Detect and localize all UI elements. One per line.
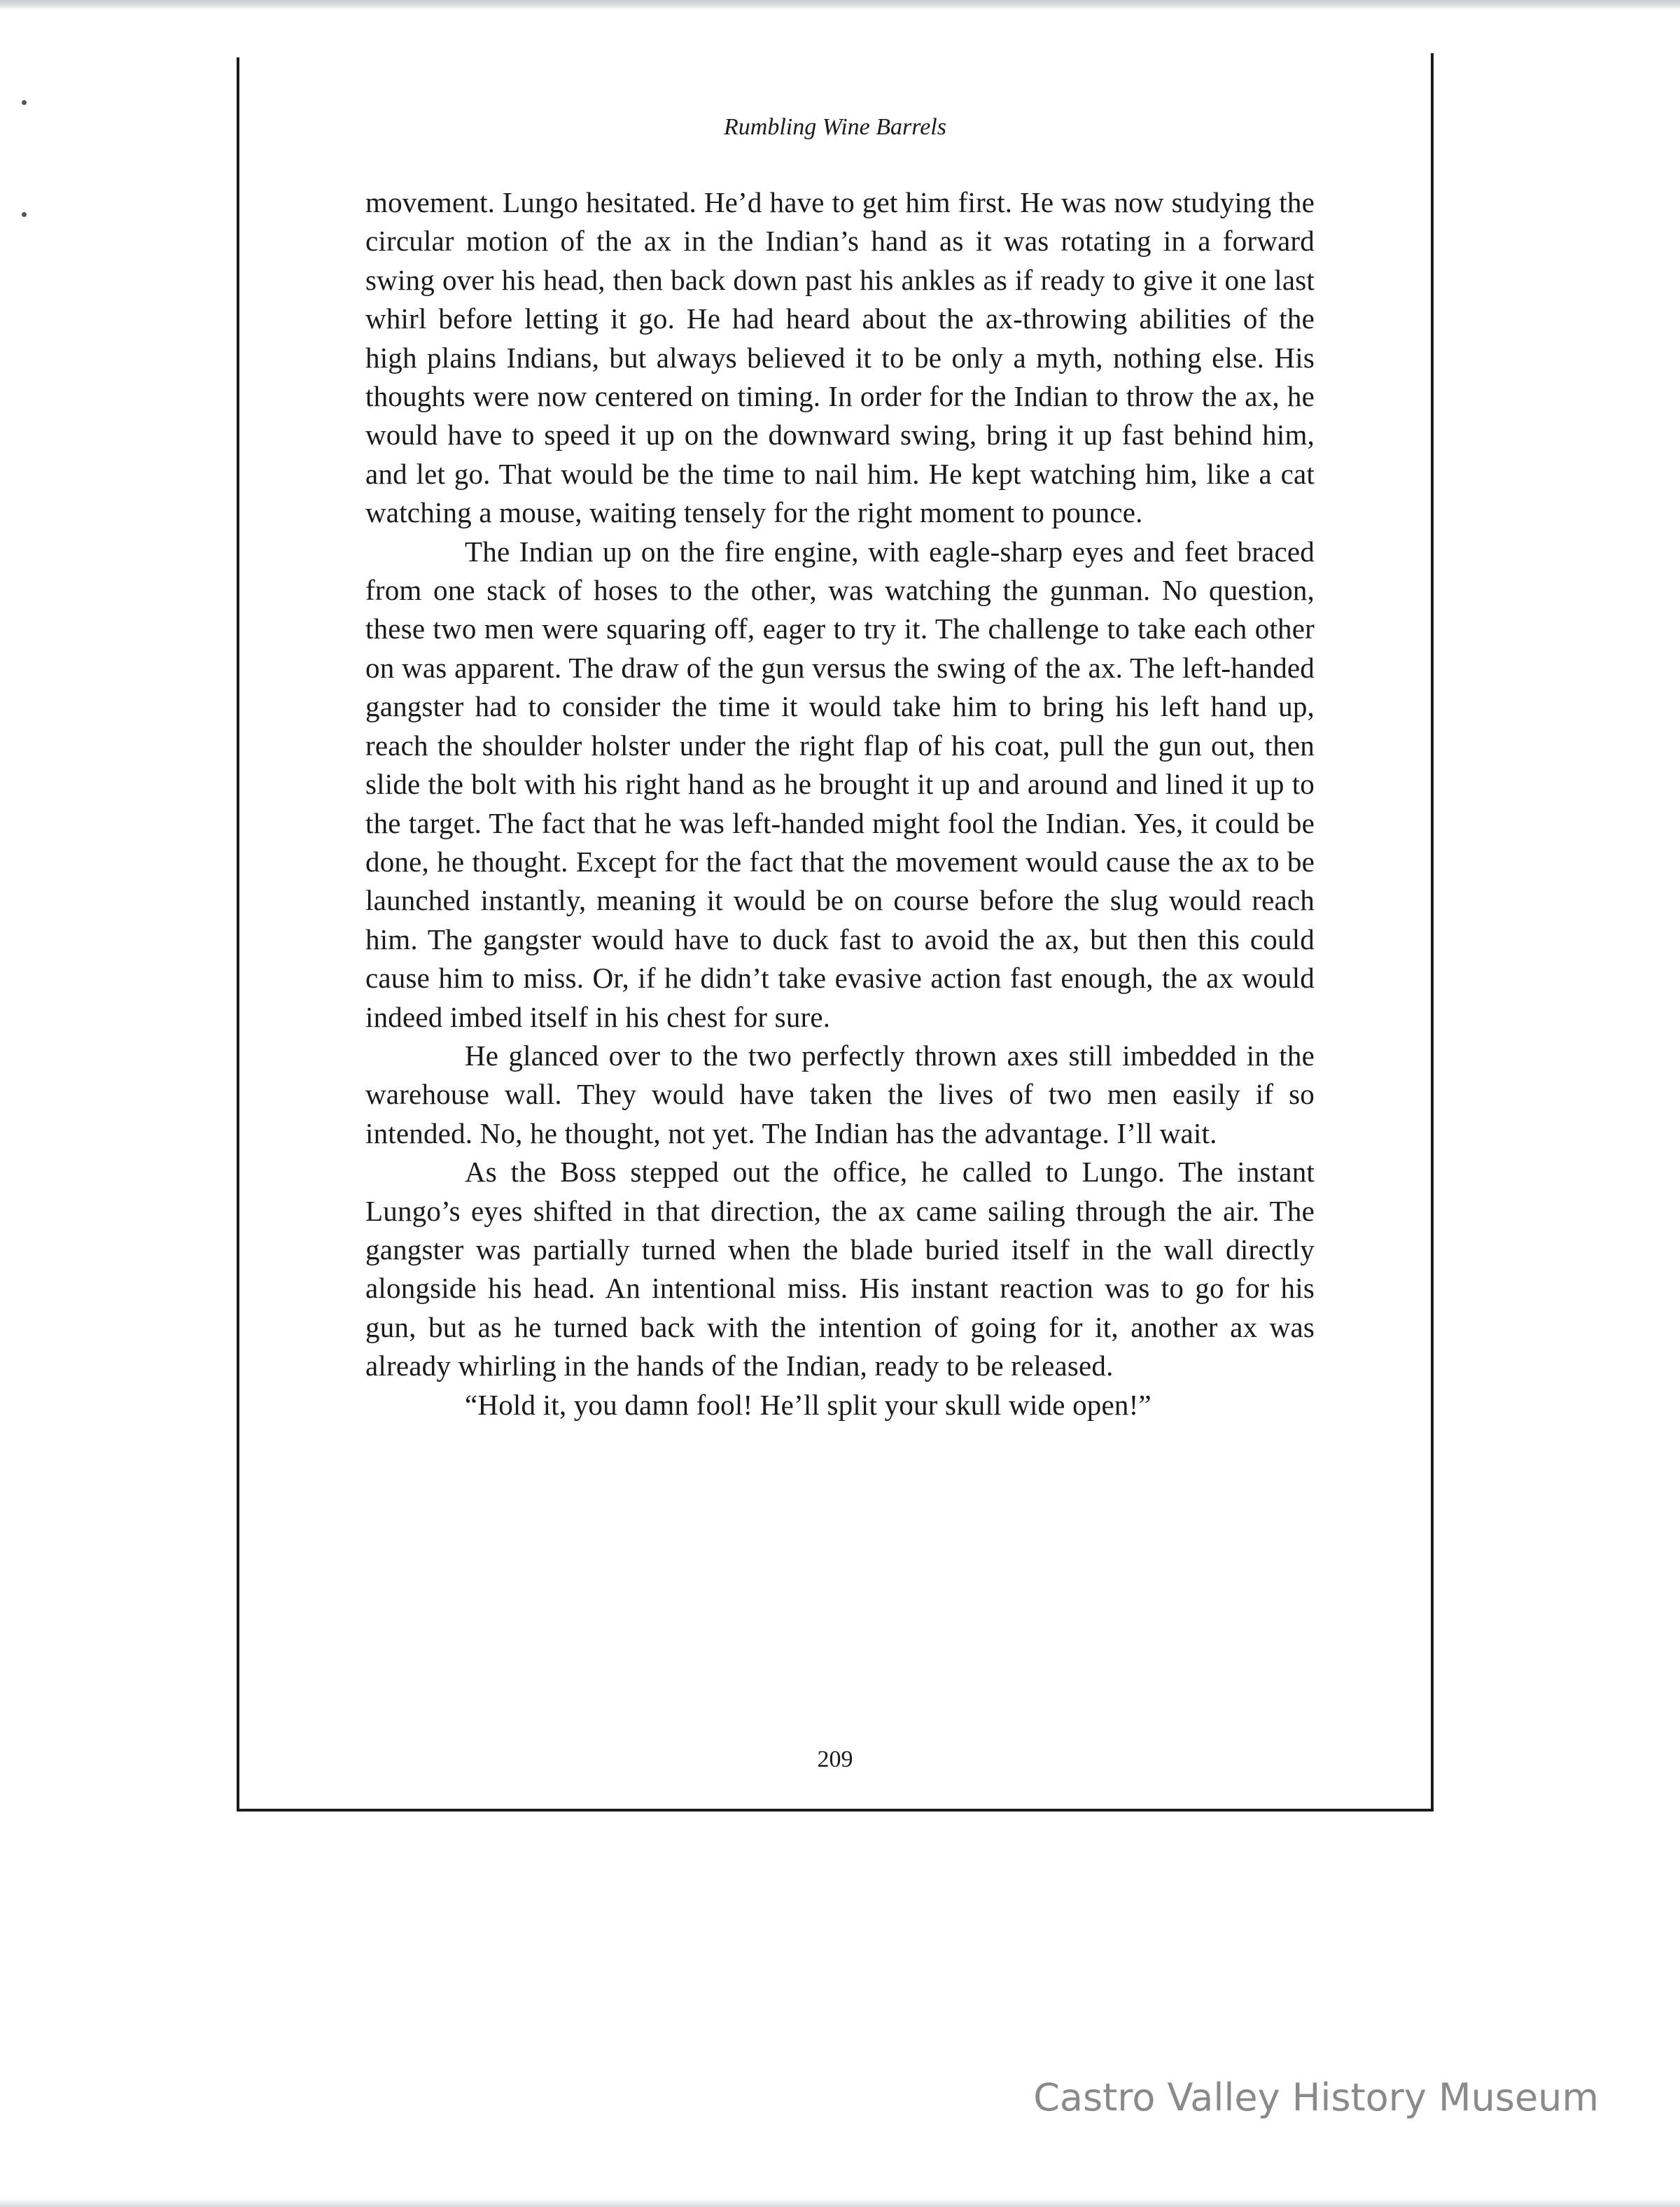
page-frame-left-rule (237, 57, 239, 1812)
paragraph: The Indian up on the fire engine, with eagle-sharp eyes and feet braced from one stack of hoses to the other, was watching the gunman. No question, these two men were squaring off, eager to try it. The challenge to take each other on was apparent. The draw of the gun versus the swing of the ax. The left-handed gangster had to consider the time it would take him to bring his left hand up, reach the shoulder holster under the right flap of his coat, pull the gun out, then slide the bolt with his right hand as he brought it up and around and lined it up to the target. The fact that he was left-handed might fool the Indian. Yes, it could be done, he thought. Except for the fact that the movement would cause the ax to be launched instantly, meaning it would be on course before the slug would reach him. The gangster would have to duck fast to avoid the ax, but then this could cause him to miss. Or, if he didn’t take evasive action fast enough, the ax would indeed imbed itself in his chest for sure. (365, 535, 1315, 1033)
paragraph: As the Boss stepped out the office, he called to Lungo. The instant Lungo’s eyes shifted in that direction, the ax came sailing through the air. The gangster was partially turned when the blade buried itself in the wall directly alongside his head. An intentional miss. His instant reaction was to go for his gun, but as he turned back with the intention of going for it, another ax was already whirling in the hands of the Indian, ready to be released. (365, 1156, 1315, 1382)
body-text (365, 183, 1315, 1424)
paragraph: “Hold it, you damn fool! He’ll split your skull wide open!” (465, 1388, 1152, 1421)
paragraph: movement. Lungo hesitated. He’d have to get him first. He was now studying the circular motion of the ax in the Indian’s hand as it was rotating in a forward swing over his head, then back down past his ankles as if ready to give it one last whirl before letting it go. He had heard about the ax-throwing abilities of the high plains Indians, but always believed it to be only a myth, nothing else. His thoughts were now centered on timing. In order for the Indian to throw the ax, he would have to speed it up on the downward swing, bring it up fast behind him, and let go. That would be the time to nail him. He kept watching him, like a cat watching a mouse, waiting tensely for the right moment to pounce. (365, 186, 1315, 529)
page-frame-right-rule (1431, 53, 1434, 1812)
scan-speck (22, 212, 27, 217)
scan-edge-top (0, 0, 1680, 10)
paragraph: He glanced over to the two perfectly thrown axes still imbedded in the warehouse wall. They would have taken the lives of two men easily if so intended. No, he thought, not yet. The Indian has the advantage. I’ll wait. (365, 1039, 1315, 1149)
scan-speck (22, 100, 27, 105)
museum-watermark: Castro Valley History Museum (1033, 2075, 1599, 2120)
page-number: 209 (817, 1746, 853, 1772)
running-head: Rumbling Wine Barrels (724, 114, 946, 140)
scan-edge-bottom (0, 2199, 1680, 2207)
page-frame-bottom-rule (237, 1809, 1434, 1812)
